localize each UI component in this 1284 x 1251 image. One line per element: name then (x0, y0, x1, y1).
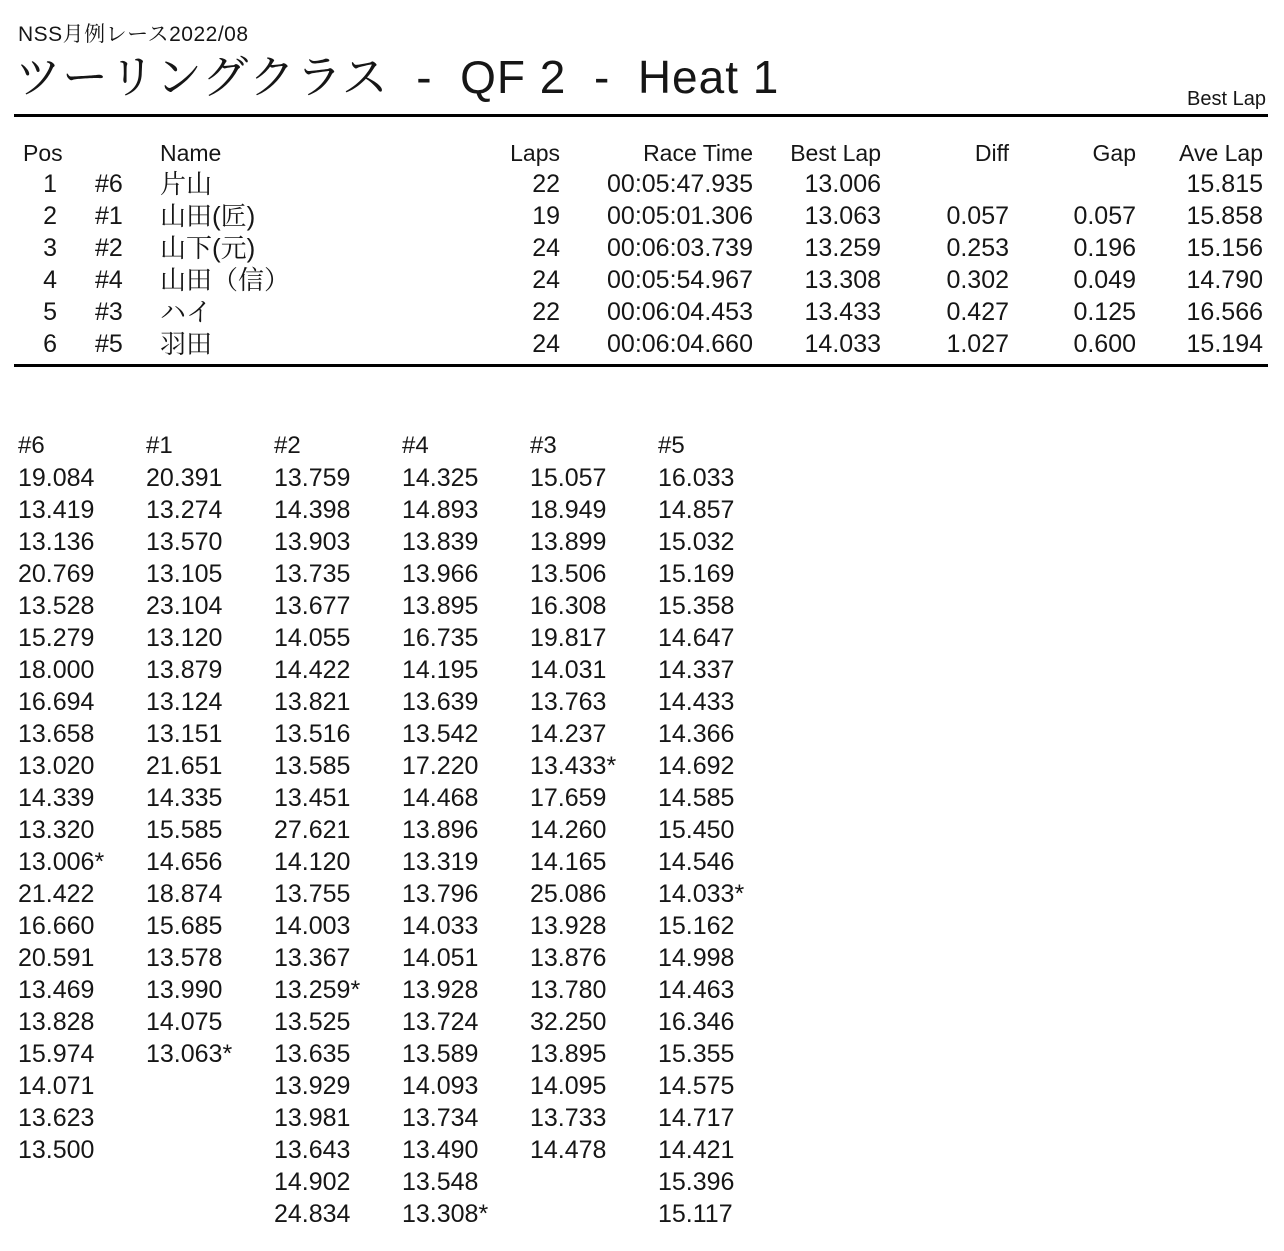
standings-row (14, 168, 1264, 200)
race-time-value: 00:05:47.935 (607, 170, 753, 198)
lap-time-value: 13.763 (530, 688, 607, 716)
lap-table-row (18, 462, 788, 494)
lap-time-value: 14.033 (402, 912, 479, 940)
lap-time-value: 13.063* (146, 1040, 233, 1068)
lap-time-value: 13.490 (402, 1136, 479, 1164)
lap-time-value: 13.635 (274, 1040, 351, 1068)
lap-time-value: 14.055 (274, 624, 351, 652)
diff-value: 0.057 (946, 202, 1009, 230)
laps-value: 24 (532, 234, 560, 262)
lap-time-value: 15.279 (18, 624, 95, 652)
lap-time-value: 17.220 (402, 752, 479, 780)
car-number: #2 (95, 234, 123, 262)
lap-table-row (18, 590, 788, 622)
lap-table-row (18, 686, 788, 718)
standings-row (14, 264, 1264, 296)
lap-time-value: 13.658 (18, 720, 95, 748)
diff-value: 1.027 (946, 330, 1009, 358)
lap-time-value: 13.469 (18, 976, 95, 1004)
lap-time-value: 13.528 (18, 592, 95, 620)
lap-table-row (18, 1102, 788, 1134)
lap-time-value: 14.421 (658, 1136, 735, 1164)
lap-time-value: 13.780 (530, 976, 607, 1004)
best-lap-value: 14.033 (804, 330, 881, 358)
lap-time-value: 14.463 (658, 976, 735, 1004)
lap-time-value: 13.570 (146, 528, 223, 556)
lap-time-value: 13.105 (146, 560, 223, 588)
lap-time-value: 14.093 (402, 1072, 479, 1100)
standings-bottom-divider (14, 364, 1268, 367)
standings-row (14, 328, 1264, 360)
lap-time-value: 15.057 (530, 464, 607, 492)
lap-time-value: 18.874 (146, 880, 223, 908)
lap-time-value: 14.031 (530, 656, 607, 684)
lap-time-value: 13.124 (146, 688, 223, 716)
race-time-column-header: Race Time (643, 140, 753, 166)
lap-time-value: 14.857 (658, 496, 735, 524)
pos-value: 6 (43, 330, 57, 358)
lap-time-value: 15.685 (146, 912, 223, 940)
lap-time-value: 14.647 (658, 624, 735, 652)
lap-time-value: 24.834 (274, 1200, 351, 1228)
lap-time-value: 13.639 (402, 688, 479, 716)
lap-time-value: 15.117 (658, 1200, 733, 1228)
lap-time-value: 13.895 (402, 592, 479, 620)
lap-time-value: 14.717 (658, 1104, 735, 1132)
lap-time-value (146, 1134, 274, 1166)
lap-time-value: 13.876 (530, 944, 607, 972)
lap-time-value: 14.335 (146, 784, 223, 812)
lap-table-row (18, 526, 788, 558)
lap-column-header: #6 (18, 432, 45, 459)
best-lap-corner-label: Best Lap (1187, 88, 1266, 110)
lap-time-value: 15.032 (658, 528, 735, 556)
lap-table-header-row (18, 430, 788, 462)
lap-time-value: 14.071 (18, 1072, 95, 1100)
lap-table-row (18, 1198, 788, 1230)
lap-table-row (18, 718, 788, 750)
laps-value: 22 (532, 170, 560, 198)
lap-time-value: 13.828 (18, 1008, 95, 1036)
diff-value: 0.253 (946, 234, 1009, 262)
lap-time-value: 13.755 (274, 880, 351, 908)
lap-table-row (18, 910, 788, 942)
lap-time-value: 14.366 (658, 720, 735, 748)
lap-time-value: 13.525 (274, 1008, 351, 1036)
lap-table-row (18, 750, 788, 782)
lap-times-table (18, 430, 788, 1230)
diff-column-header: Diff (974, 140, 1009, 166)
driver-name: 山田(匠) (160, 201, 256, 231)
page-title: ツーリングクラス - QF 2 - Heat 1 (15, 51, 780, 103)
lap-time-value: 13.585 (274, 752, 351, 780)
lap-time-value: 13.259* (274, 976, 361, 1004)
driver-name: 山田（信） (160, 265, 291, 295)
lap-time-value: 13.506 (530, 560, 607, 588)
lap-time-value: 23.104 (146, 592, 223, 620)
lap-time-value: 13.724 (402, 1008, 479, 1036)
lap-time-value: 13.578 (146, 944, 223, 972)
lap-table-row (18, 654, 788, 686)
lap-table-row (18, 974, 788, 1006)
lap-time-value: 27.621 (274, 816, 351, 844)
race-time-value: 00:05:01.306 (607, 202, 753, 230)
lap-table-row (18, 494, 788, 526)
lap-time-value: 13.320 (18, 816, 95, 844)
lap-time-value: 18.949 (530, 496, 607, 524)
lap-time-value: 13.735 (274, 560, 351, 588)
lap-column-header: #2 (274, 432, 301, 459)
gap-column-header: Gap (1092, 140, 1136, 166)
lap-time-value: 20.591 (18, 944, 95, 972)
race-time-value: 00:05:54.967 (607, 266, 753, 294)
lap-time-value: 13.896 (402, 816, 479, 844)
lap-time-value: 13.928 (402, 976, 479, 1004)
lap-table-row (18, 846, 788, 878)
header-divider (14, 114, 1268, 117)
laps-value: 19 (532, 202, 560, 230)
ave-lap-value: 15.156 (1186, 234, 1263, 262)
lap-time-value: 19.084 (18, 464, 95, 492)
lap-time-value: 16.308 (530, 592, 607, 620)
laps-value: 24 (532, 266, 560, 294)
lap-time-value (18, 1198, 146, 1230)
lap-time-value: 13.990 (146, 976, 223, 1004)
lap-time-value: 13.006* (18, 848, 105, 876)
lap-table-row (18, 814, 788, 846)
best-lap-value: 13.006 (804, 170, 881, 198)
lap-time-value (146, 1166, 274, 1198)
lap-time-value: 14.546 (658, 848, 735, 876)
standings-row (14, 232, 1264, 264)
name-column-header: Name (160, 140, 222, 166)
pos-column-header: Pos (23, 140, 63, 166)
lap-time-value: 14.033* (658, 880, 745, 908)
diff-value (881, 168, 1009, 200)
lap-time-value (146, 1102, 274, 1134)
lap-time-value: 15.974 (18, 1040, 95, 1068)
gap-value: 0.049 (1073, 266, 1136, 294)
lap-time-value: 13.895 (530, 1040, 607, 1068)
lap-time-value: 13.981 (274, 1104, 351, 1132)
lap-table-row (18, 1070, 788, 1102)
pos-value: 3 (43, 234, 57, 262)
lap-time-value (146, 1198, 274, 1230)
lap-time-value: 14.075 (146, 1008, 223, 1036)
diff-value: 0.302 (946, 266, 1009, 294)
pos-value: 2 (43, 202, 57, 230)
lap-time-value: 21.422 (18, 880, 95, 908)
lap-column-header: #5 (658, 432, 685, 459)
pos-value: 1 (43, 170, 57, 198)
gap-value (1009, 168, 1136, 200)
lap-time-value: 14.337 (658, 656, 735, 684)
driver-name: ハイ (160, 297, 213, 327)
lap-time-value: 13.151 (146, 720, 223, 748)
lap-time-value: 13.319 (402, 848, 479, 876)
lap-time-value: 13.903 (274, 528, 351, 556)
lap-time-value: 13.821 (274, 688, 351, 716)
lap-time-value: 15.358 (658, 592, 735, 620)
diff-value: 0.427 (946, 298, 1009, 326)
lap-time-value: 14.902 (274, 1168, 351, 1196)
lap-time-value: 13.643 (274, 1136, 351, 1164)
lap-time-value: 20.391 (146, 464, 223, 492)
lap-time-value (530, 1198, 658, 1230)
lap-time-value: 13.966 (402, 560, 479, 588)
lap-time-value: 13.899 (530, 528, 607, 556)
lap-table-row (18, 1166, 788, 1198)
lap-table-row (18, 1134, 788, 1166)
lap-time-value: 17.659 (530, 784, 607, 812)
car-number: #3 (95, 298, 123, 326)
best-lap-value: 13.433 (804, 298, 881, 326)
lap-time-value: 14.422 (274, 656, 351, 684)
lap-time-value: 13.500 (18, 1136, 95, 1164)
lap-time-value: 14.095 (530, 1072, 607, 1100)
gap-value: 0.600 (1073, 330, 1136, 358)
lap-time-value (530, 1166, 658, 1198)
ave-lap-value: 15.815 (1186, 170, 1263, 198)
lap-time-value: 20.769 (18, 560, 95, 588)
laps-value: 22 (532, 298, 560, 326)
lap-table-row (18, 878, 788, 910)
lap-time-value: 14.237 (530, 720, 607, 748)
lap-time-value: 14.893 (402, 496, 479, 524)
lap-time-value: 13.419 (18, 496, 95, 524)
lap-time-value: 13.451 (274, 784, 351, 812)
lap-time-value: 15.450 (658, 816, 735, 844)
lap-time-value: 13.548 (402, 1168, 479, 1196)
laps-value: 24 (532, 330, 560, 358)
event-name: NSS月例レース2022/08 (18, 23, 249, 46)
lap-time-value: 14.398 (274, 496, 351, 524)
race-time-value: 00:06:03.739 (607, 234, 753, 262)
pos-value: 4 (43, 266, 57, 294)
lap-table-row (18, 1038, 788, 1070)
standings-row (14, 200, 1264, 232)
lap-time-value: 32.250 (530, 1008, 607, 1036)
lap-time-value: 13.623 (18, 1104, 95, 1132)
pos-value: 5 (43, 298, 57, 326)
lap-time-value: 13.589 (402, 1040, 479, 1068)
lap-time-value: 13.120 (146, 624, 223, 652)
lap-time-value: 13.734 (402, 1104, 479, 1132)
lap-time-value: 14.003 (274, 912, 351, 940)
car-number: #1 (95, 202, 123, 230)
lap-time-value: 15.169 (658, 560, 735, 588)
lap-time-value: 14.478 (530, 1136, 607, 1164)
standings-header-row (14, 138, 1264, 168)
lap-time-value: 14.575 (658, 1072, 735, 1100)
lap-column-header: #1 (146, 432, 173, 459)
lap-time-value: 14.339 (18, 784, 95, 812)
standings-table (14, 138, 1264, 360)
lap-time-value: 13.733 (530, 1104, 607, 1132)
lap-time-value: 14.120 (274, 848, 351, 876)
lap-time-value: 13.516 (274, 720, 351, 748)
best-lap-value: 13.308 (804, 266, 881, 294)
lap-time-value: 13.796 (402, 880, 479, 908)
lap-time-value: 21.651 (146, 752, 223, 780)
lap-table-rows (18, 462, 788, 1230)
lap-table-row (18, 942, 788, 974)
driver-name: 山下(元) (160, 233, 256, 263)
lap-time-value: 15.355 (658, 1040, 735, 1068)
lap-time-value (18, 1166, 146, 1198)
ave-lap-column-header: Ave Lap (1179, 140, 1263, 166)
lap-table-row (18, 1006, 788, 1038)
lap-table-row (18, 622, 788, 654)
lap-time-value: 13.367 (274, 944, 351, 972)
lap-time-value: 14.656 (146, 848, 223, 876)
lap-time-value: 13.879 (146, 656, 223, 684)
best-lap-value: 13.259 (804, 234, 881, 262)
lap-time-value: 16.660 (18, 912, 95, 940)
lap-time-value: 13.433* (530, 752, 617, 780)
lap-time-value: 25.086 (530, 880, 607, 908)
lap-time-value: 16.694 (18, 688, 95, 716)
car-column-header (62, 138, 150, 168)
lap-time-value: 13.928 (530, 912, 607, 940)
lap-time-value: 16.735 (402, 624, 479, 652)
lap-time-value: 14.260 (530, 816, 607, 844)
lap-table-row (18, 782, 788, 814)
lap-time-value: 14.195 (402, 656, 479, 684)
lap-column-header: #4 (402, 432, 429, 459)
lap-time-value: 13.020 (18, 752, 95, 780)
lap-time-value: 13.839 (402, 528, 479, 556)
lap-time-value: 13.542 (402, 720, 479, 748)
best-lap-column-header: Best Lap (790, 140, 881, 166)
lap-time-value: 14.165 (530, 848, 607, 876)
lap-time-value: 13.308* (402, 1200, 489, 1228)
lap-time-value: 13.136 (18, 528, 95, 556)
lap-time-value: 13.677 (274, 592, 351, 620)
lap-time-value: 14.433 (658, 688, 735, 716)
lap-time-value: 16.346 (658, 1008, 735, 1036)
gap-value: 0.125 (1073, 298, 1136, 326)
lap-table-row (18, 558, 788, 590)
lap-time-value: 13.929 (274, 1072, 351, 1100)
car-number: #4 (95, 266, 123, 294)
ave-lap-value: 15.194 (1186, 330, 1263, 358)
ave-lap-value: 14.790 (1186, 266, 1263, 294)
lap-time-value: 16.033 (658, 464, 735, 492)
laps-column-header: Laps (510, 140, 560, 166)
gap-value: 0.196 (1073, 234, 1136, 262)
lap-time-value: 13.759 (274, 464, 351, 492)
lap-time-value: 15.585 (146, 816, 223, 844)
standings-row (14, 296, 1264, 328)
lap-time-value: 14.325 (402, 464, 479, 492)
lap-time-value: 18.000 (18, 656, 95, 684)
standings-rows (14, 168, 1264, 360)
lap-time-value: 14.998 (658, 944, 735, 972)
gap-value: 0.057 (1073, 202, 1136, 230)
lap-time-value: 14.692 (658, 752, 735, 780)
lap-time-value: 14.051 (402, 944, 479, 972)
driver-name: 羽田 (160, 329, 213, 359)
lap-time-value: 14.585 (658, 784, 735, 812)
car-number: #5 (95, 330, 123, 358)
best-lap-value: 13.063 (804, 202, 881, 230)
lap-time-value (146, 1070, 274, 1102)
lap-time-value: 19.817 (530, 624, 607, 652)
lap-time-value: 13.274 (146, 496, 223, 524)
lap-time-value: 15.396 (658, 1168, 735, 1196)
lap-column-header: #3 (530, 432, 557, 459)
driver-name: 片山 (160, 169, 213, 199)
ave-lap-value: 15.858 (1186, 202, 1263, 230)
ave-lap-value: 16.566 (1186, 298, 1263, 326)
lap-time-value: 15.162 (658, 912, 735, 940)
car-number: #6 (95, 170, 123, 198)
lap-time-value: 14.468 (402, 784, 479, 812)
race-time-value: 00:06:04.453 (607, 298, 753, 326)
race-time-value: 00:06:04.660 (607, 330, 753, 358)
